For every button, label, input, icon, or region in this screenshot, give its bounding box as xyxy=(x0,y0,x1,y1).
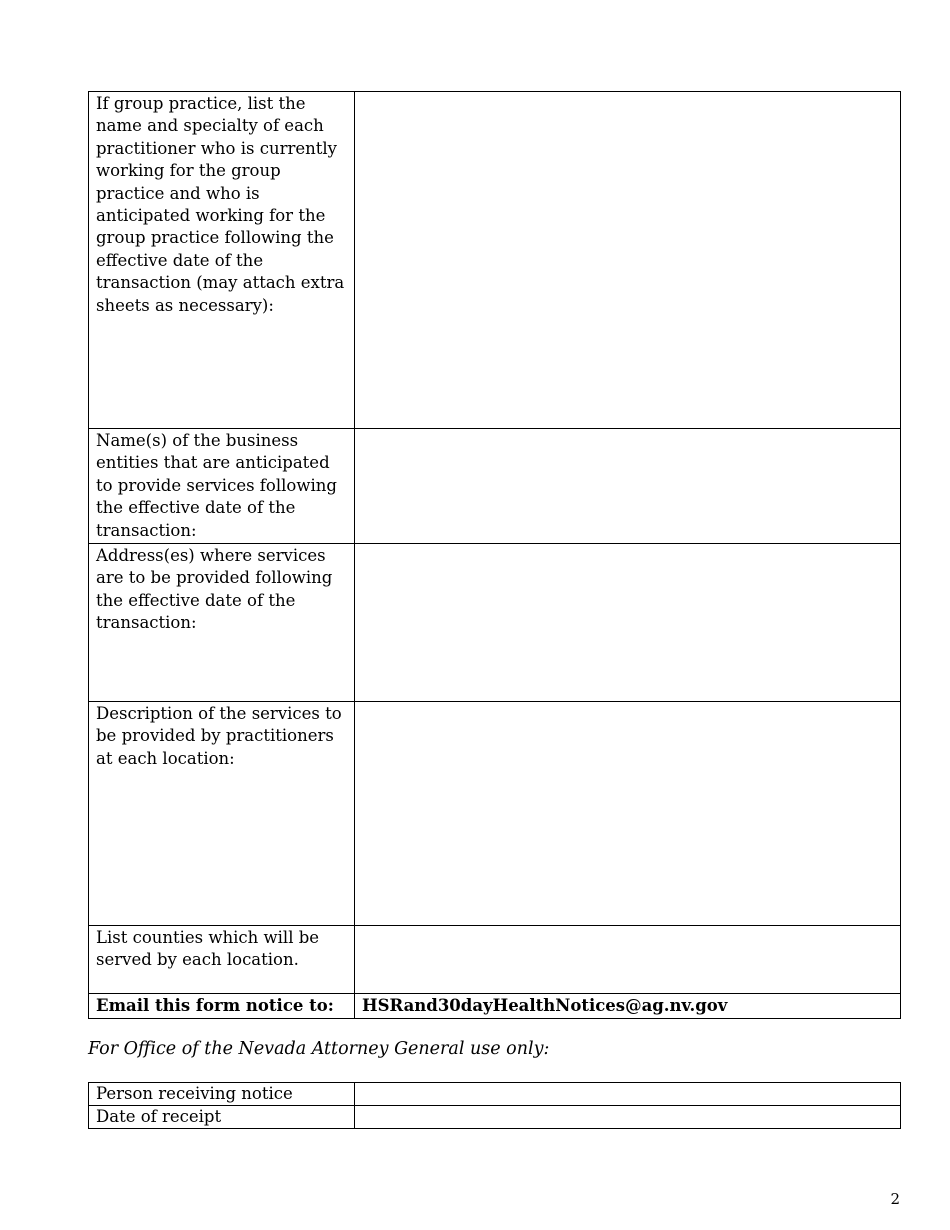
table-row xyxy=(89,1106,901,1129)
counties-served-field[interactable] xyxy=(355,926,901,994)
services-description-label: Description of the services to be provided by practitioners at each location: xyxy=(89,702,355,926)
person-receiving-field[interactable] xyxy=(355,1083,901,1106)
table-row xyxy=(89,1083,901,1106)
business-entities-label: Name(s) of the business entities that are anticipated to provide services following the effective date of the transaction: xyxy=(89,429,355,544)
email-notice-address[interactable]: HSRand30dayHealthNotices@ag.nv.gov xyxy=(355,994,901,1019)
office-use-table xyxy=(88,1082,901,1129)
person-receiving-label: Person receiving notice xyxy=(89,1083,355,1106)
email-notice-label: Email this form notice to: xyxy=(89,994,355,1019)
page-number: 2 xyxy=(890,1190,900,1208)
services-description-field[interactable] xyxy=(355,702,901,926)
table-row xyxy=(89,92,901,429)
table-row xyxy=(89,429,901,544)
service-addresses-label: Address(es) where services are to be provided following the effective date of the transaction: xyxy=(89,544,355,702)
business-entities-field[interactable] xyxy=(355,429,901,544)
group-practice-label: If group practice, list the name and specialty of each practitioner who is currently working for the group practice and who is anticipated working for the group practice following the effective date of the transaction (may attach extra sheets as necessary): xyxy=(89,92,355,429)
service-addresses-field[interactable] xyxy=(355,544,901,702)
table-row xyxy=(89,544,901,702)
group-practice-field[interactable] xyxy=(355,92,901,429)
office-use-note: For Office of the Nevada Attorney General use only: xyxy=(88,1039,550,1059)
date-receipt-field[interactable] xyxy=(355,1106,901,1129)
counties-served-label: List counties which will be served by each location. xyxy=(89,926,355,994)
table-row xyxy=(89,994,901,1019)
table-row xyxy=(89,702,901,926)
table-row xyxy=(89,926,901,994)
date-receipt-label: Date of receipt xyxy=(89,1106,355,1129)
transaction-details-table xyxy=(88,91,901,1019)
